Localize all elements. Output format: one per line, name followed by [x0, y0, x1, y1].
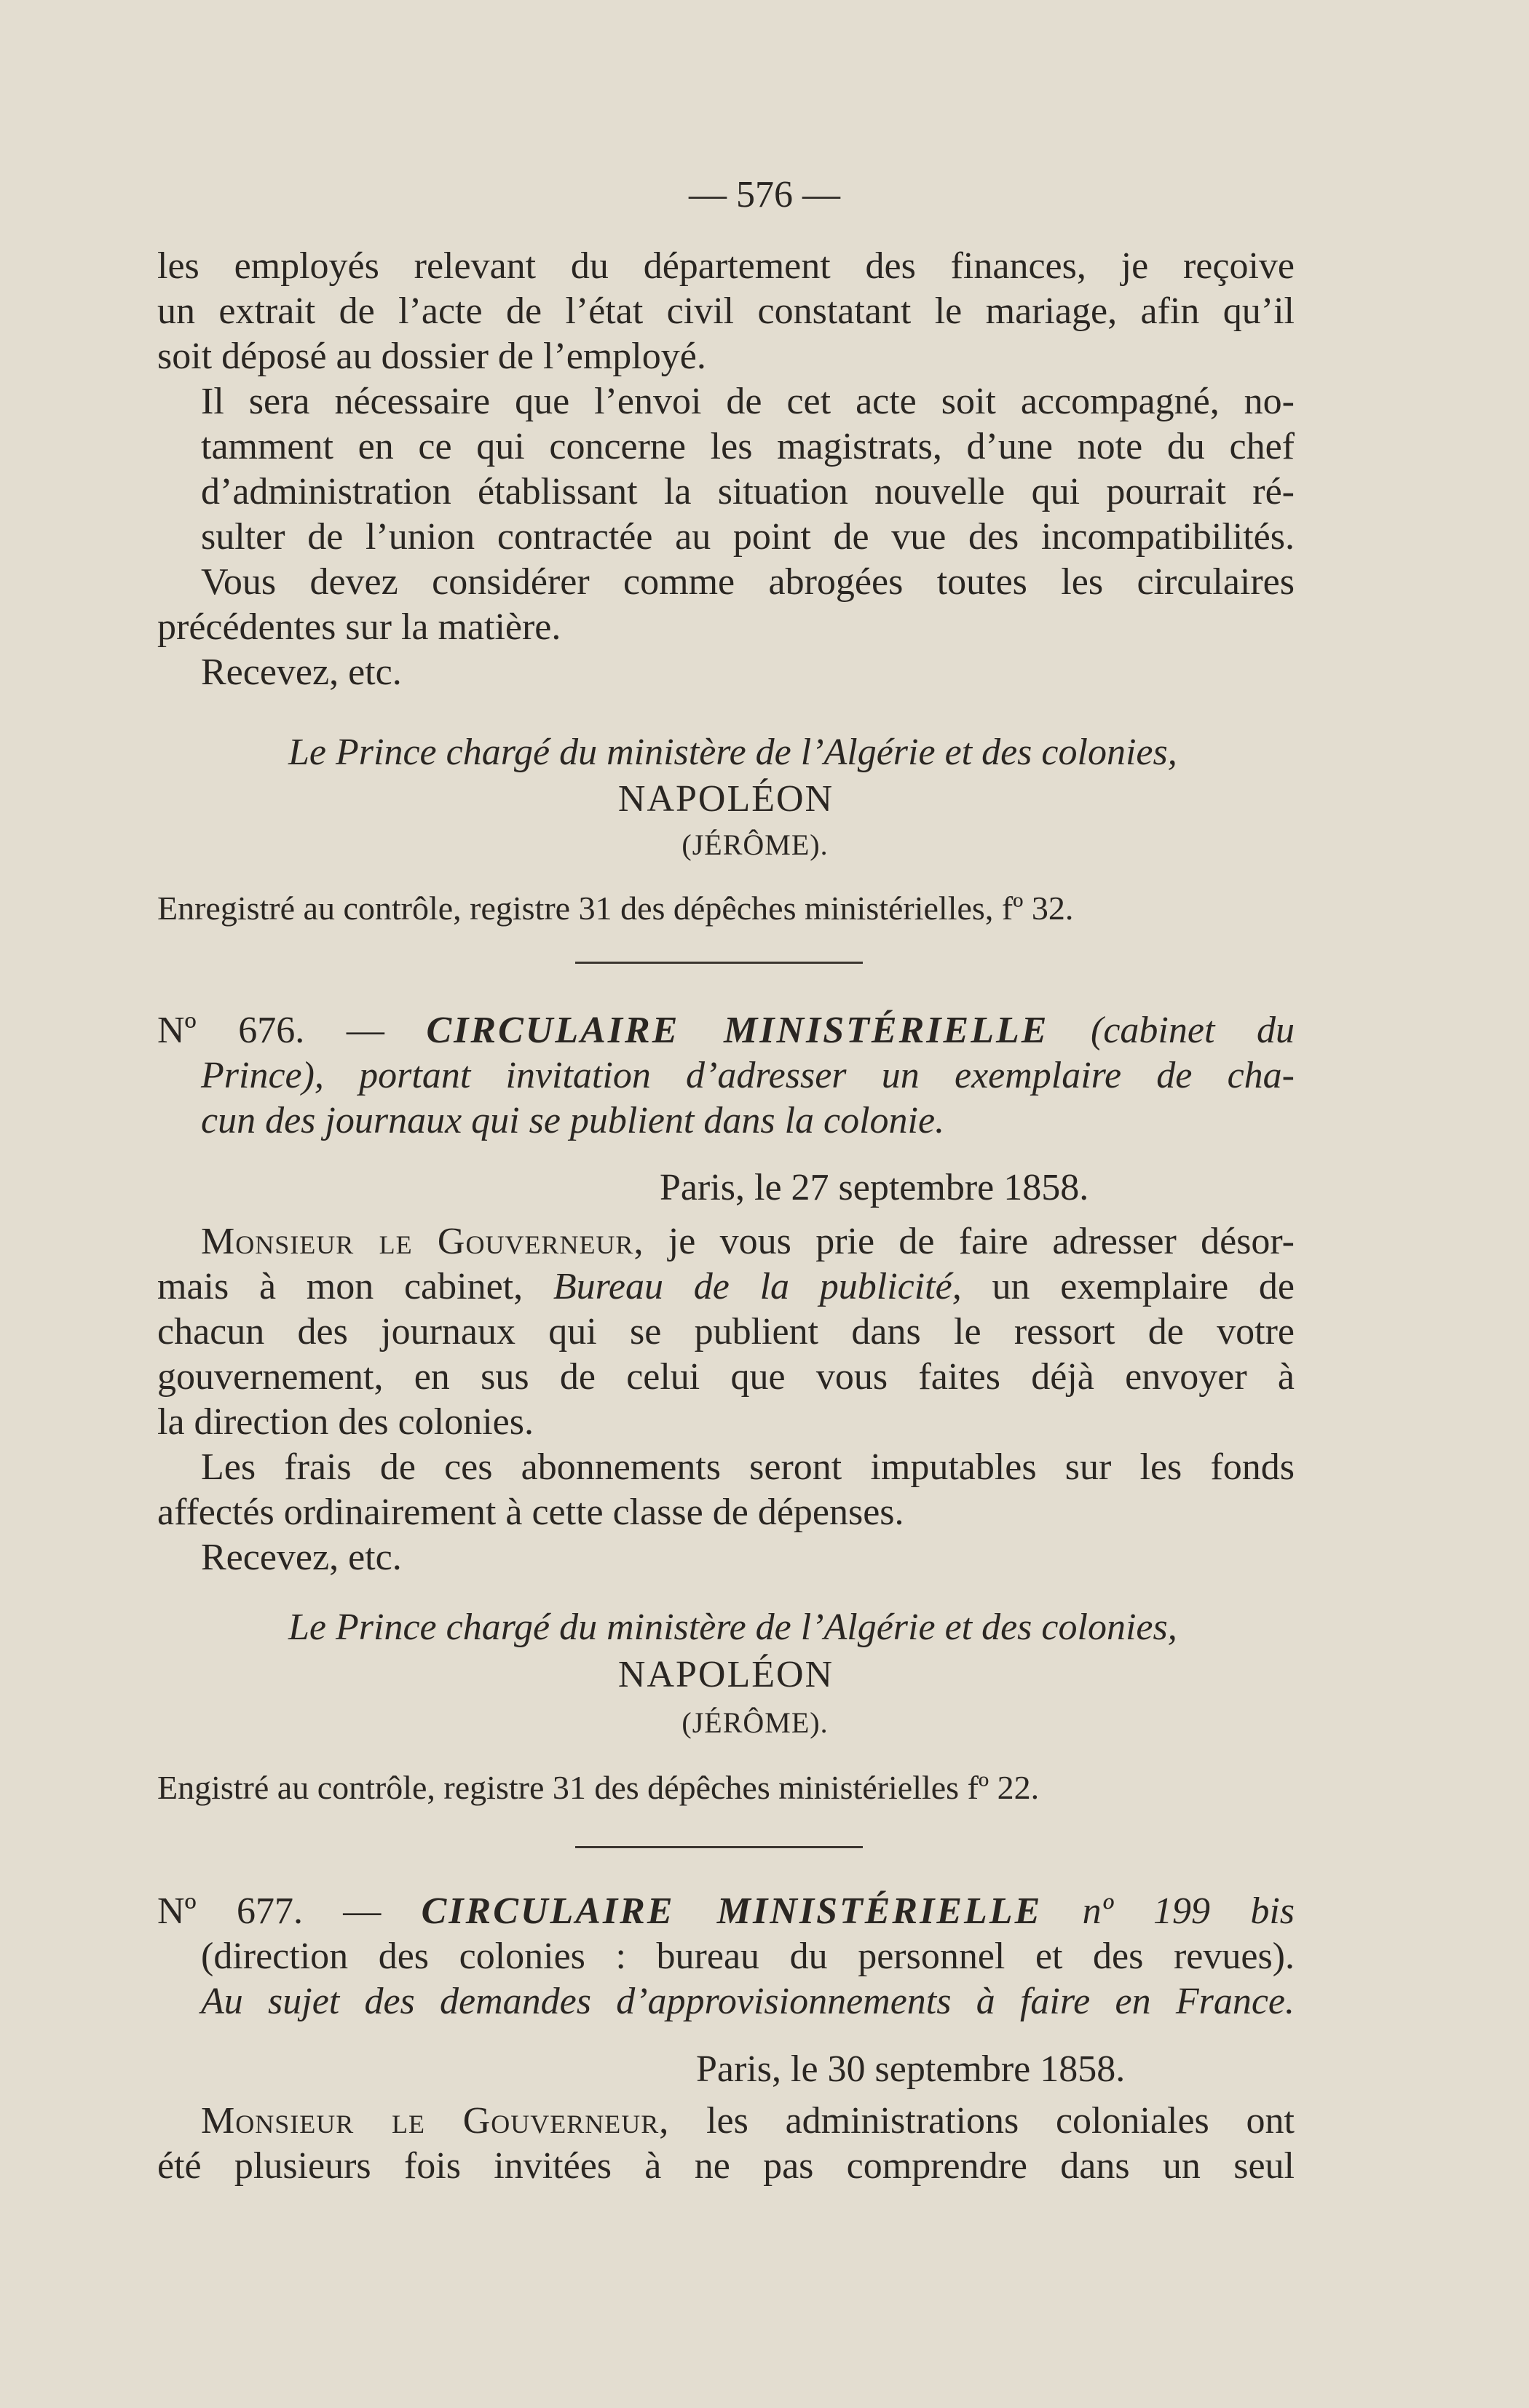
- paragraph-line: un extrait de l’acte de l’état civil constatant le mariage, afin qu’il: [157, 290, 1295, 332]
- paragraph-line: Recevez, etc.: [201, 651, 402, 693]
- signature-role: Le Prince chargé du ministère de l’Algérie et des colonies,: [288, 732, 1177, 773]
- signature-subname: (JÉRÔME).: [681, 1706, 829, 1739]
- circular-date: Paris, le 27 septembre 1858.: [660, 1167, 1089, 1208]
- paragraph-line: chacun des journaux qui se publient dans le ressort de votre: [157, 1311, 1295, 1352]
- paragraph-line: Recevez, etc.: [201, 1537, 402, 1578]
- bureau-name: Bureau de la publicité,: [553, 1266, 962, 1307]
- circular-heading-line: cun des journaux qui se publient dans la colonie.: [201, 1100, 945, 1141]
- circular-title: CIRCULAIRE MINISTÉRIELLE: [426, 1010, 1049, 1051]
- signature-role: Le Prince chargé du ministère de l’Algérie et des colonies,: [288, 1607, 1177, 1648]
- circular-serial: nº 199: [1082, 1890, 1211, 1932]
- signature-subname: (JÉRÔME).: [681, 828, 829, 861]
- paragraph-line: la direction des colonies.: [157, 1401, 534, 1443]
- paragraph-line: [157, 1264, 1295, 1310]
- signature-name: NAPOLÉON: [617, 1654, 834, 1695]
- circular-title: CIRCULAIRE MINISTÉRIELLE: [421, 1890, 1043, 1932]
- section-divider: [575, 1846, 863, 1848]
- circular-heading: [157, 1008, 1295, 1053]
- paragraph-line: gouvernement, en sus de celui que vous faites déjà envoyer à: [157, 1356, 1295, 1398]
- paragraph-text: un exemplaire de: [992, 1266, 1295, 1307]
- circular-heading: [157, 1889, 1295, 1934]
- paragraph-line: été plusieurs fois invitées à ne pas comprendre dans un seul: [157, 2145, 1295, 2187]
- paragraph-line: Vous devez considérer comme abrogées toutes les circulaires: [201, 561, 1295, 603]
- paragraph-text: je vous prie de faire adresser désor-: [668, 1221, 1295, 1262]
- paragraph-line: d’administration établissant la situation nouvelle qui pourrait ré-: [201, 471, 1295, 512]
- paragraph-line: soit déposé au dossier de l’employé.: [157, 336, 706, 377]
- paragraph-line: précédentes sur la matière.: [157, 606, 561, 648]
- circular-number: Nº 676. —: [157, 1010, 384, 1051]
- registry-note: Enregistré au contrôle, registre 31 des dépêches ministérielles, fº 32.: [157, 890, 1074, 927]
- circular-bis: bis: [1250, 1890, 1295, 1932]
- paragraph-text: mais à mon cabinet,: [157, 1266, 524, 1307]
- paragraph-line: affectés ordinairement à cette classe de dépenses.: [157, 1492, 904, 1533]
- signature-name: NAPOLÉON: [617, 778, 834, 820]
- paragraph-text: les administrations coloniales ont: [706, 2100, 1295, 2142]
- registry-note: Engistré au contrôle, registre 31 des dépêches ministérielles fº 22.: [157, 1769, 1040, 1806]
- salutation: Monsieur le Gouverneur,: [201, 1221, 644, 1262]
- circular-heading-text: (cabinet du: [1091, 1010, 1295, 1051]
- paragraph-line: les employés relevant du département des finances, je reçoive: [157, 245, 1295, 287]
- section-divider: [575, 962, 863, 964]
- paragraph-line: [157, 1219, 1295, 1264]
- paragraph-line: [157, 2099, 1295, 2144]
- circular-number: Nº 677. —: [157, 1890, 382, 1932]
- page-number: — 576 —: [689, 174, 840, 215]
- circular-date: Paris, le 30 septembre 1858.: [696, 2048, 1126, 2090]
- paragraph-line: Les frais de ces abonnements seront imputables sur les fonds: [201, 1446, 1295, 1488]
- paragraph-line: sulter de l’union contractée au point de vue des incompatibilités.: [201, 516, 1295, 558]
- paragraph-line: tamment en ce qui concerne les magistrats, d’une note du chef: [201, 426, 1295, 467]
- circular-heading-line: Prince), portant invitation d’adresser un exemplaire de cha-: [201, 1055, 1295, 1096]
- circular-heading-line: Au sujet des demandes d’approvisionnements à faire en France.: [201, 1981, 1295, 2022]
- circular-heading-line: (direction des colonies : bureau du personnel et des revues).: [201, 1936, 1295, 1977]
- paragraph-line: Il sera nécessaire que l’envoi de cet acte soit accompagné, no-: [201, 381, 1295, 422]
- salutation: Monsieur le Gouverneur,: [201, 2100, 670, 2142]
